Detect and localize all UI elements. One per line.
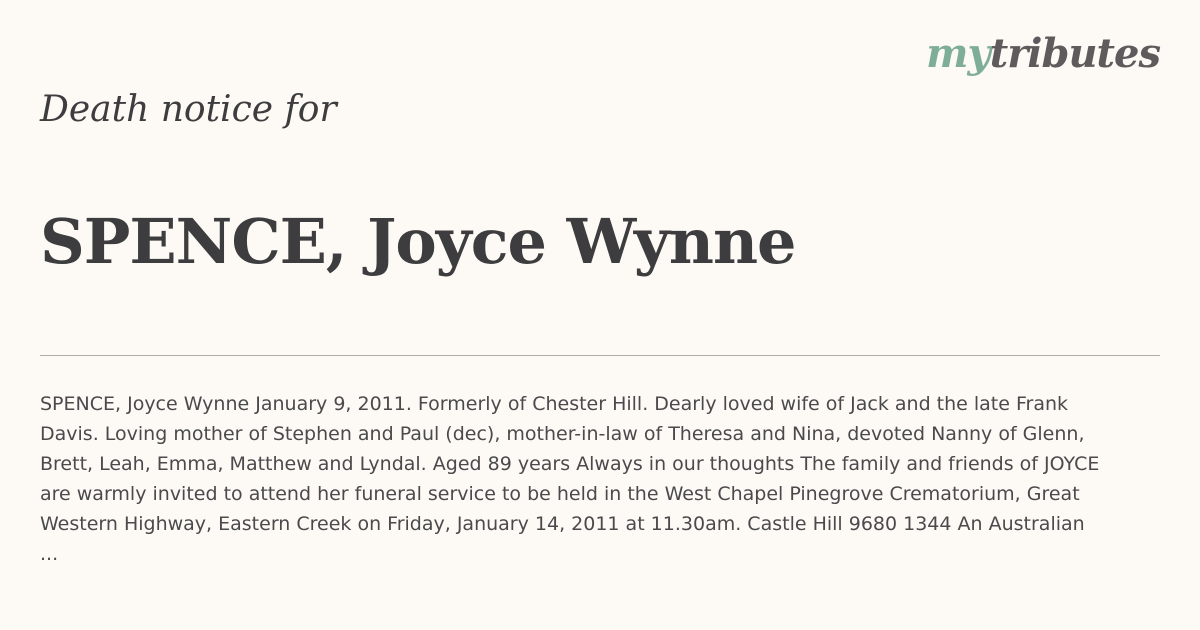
divider bbox=[40, 355, 1160, 356]
logo-my-text: my bbox=[926, 30, 990, 77]
notice-text: SPENCE, Joyce Wynne January 9, 2011. Formerly of Chester Hill. Dearly loved wife of Jack and the late Frank Davis. Loving mother of Stephen and Paul (dec), mother-in-law of Theresa and Nina, devoted Nanny of Glenn, Brett, Leah, Emma, Matthew and Lyndal. Aged 89 years Always in our thoughts The family and friends of JOYCE are warmly invited to attend her funeral service to be held in the West Chapel Pinegrove Crematorium, Great Western Highway, Eastern Creek on Friday, January 14, 2011 at 11.30am. Castle Hill 9680 1344 An Australian ... bbox=[40, 393, 1100, 565]
death-notice-label: Death notice for bbox=[40, 89, 337, 130]
deceased-name: SPENCE, Joyce Wynne bbox=[40, 205, 796, 278]
logo-tributes-text: tributes bbox=[989, 30, 1160, 77]
mytributes-logo[interactable] bbox=[926, 30, 1160, 77]
